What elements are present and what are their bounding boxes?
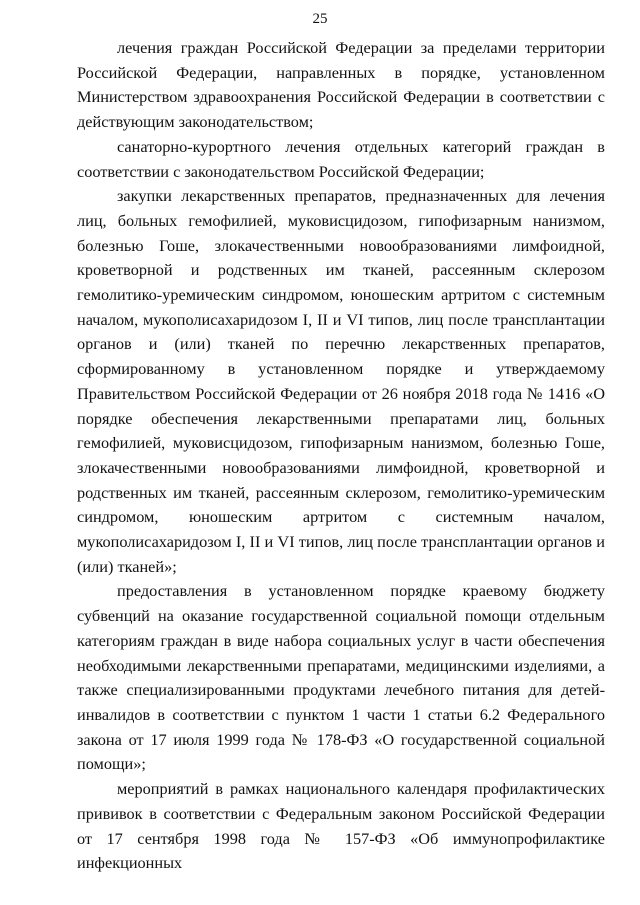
paragraph-subventions: предоставления в установленном порядке краевому бюджету субвенций на оказание государственной социальной помощи отдельным категориям граждан в виде набора социальных услуг в части обеспечения необходимыми лекарственными препаратами, медицинскими изделиями, а также специализированными продуктами лечебного питания для детей-инвалидов в соответствии с пунктом 1 части 1 статьи 6.2 Федерального закона от 17 июля 1999 года № 178-ФЗ «О государственной социальной помощи»; (77, 581, 605, 774)
paragraph-treatment-abroad: лечения граждан Российской Федерации за пределами территории Российской Федерации, направленных в порядке, установленном Министерством здравоохранения Российской Федерации в соответствии с действующим законодательством; (77, 38, 605, 132)
document-body (77, 36, 605, 876)
page-number: 25 (312, 11, 328, 27)
paragraph-medicine-procurement: закупки лекарственных препаратов, предназначенных для лечения лиц, больных гемофилией, муковисцидозом, гипофизарным нанизмом, болезнью Гоше, злокачественными новообразованиями лимфоидной, кроветворной и родственных им тканей, рассеянным склерозом гемолитико-уремическим синдромом, юношеским артритом с системным началом, мукополисахаридозом I, II и VI типов, лиц после трансплантации органов и (или) тканей по перечню лекарственных препаратов, сформированному в установленном порядке и утверждаемому Правительством Российской Федерации от 26 ноября 2018 года № 1416 «О порядке обеспечения лекарственными препаратами лиц, больных гемофилией, муковисцидозом, гипофизарным нанизмом, болезнью Гоше, злокачественными новообразованиями лимфоидной, кроветворной и родственных им тканей, рассеянным склерозом, гемолитико-уремическим синдромом, юношеским артритом с системным началом, мукополисахаридозом I, II и VI типов, лиц после трансплантации органов и (или) тканей»; (77, 186, 605, 576)
paragraph-vaccination-calendar: мероприятий в рамках национального календаря профилактических прививок в соответствии с Федеральным законом Российской Федерации от 17 сентября 1998 года № 157-ФЗ «Об иммунопрофилактике инфекционных (77, 779, 605, 873)
paragraph-sanatorium-treatment: санаторно-курортного лечения отдельных категорий граждан в соответствии с законодательством Российской Федерации; (77, 136, 605, 181)
